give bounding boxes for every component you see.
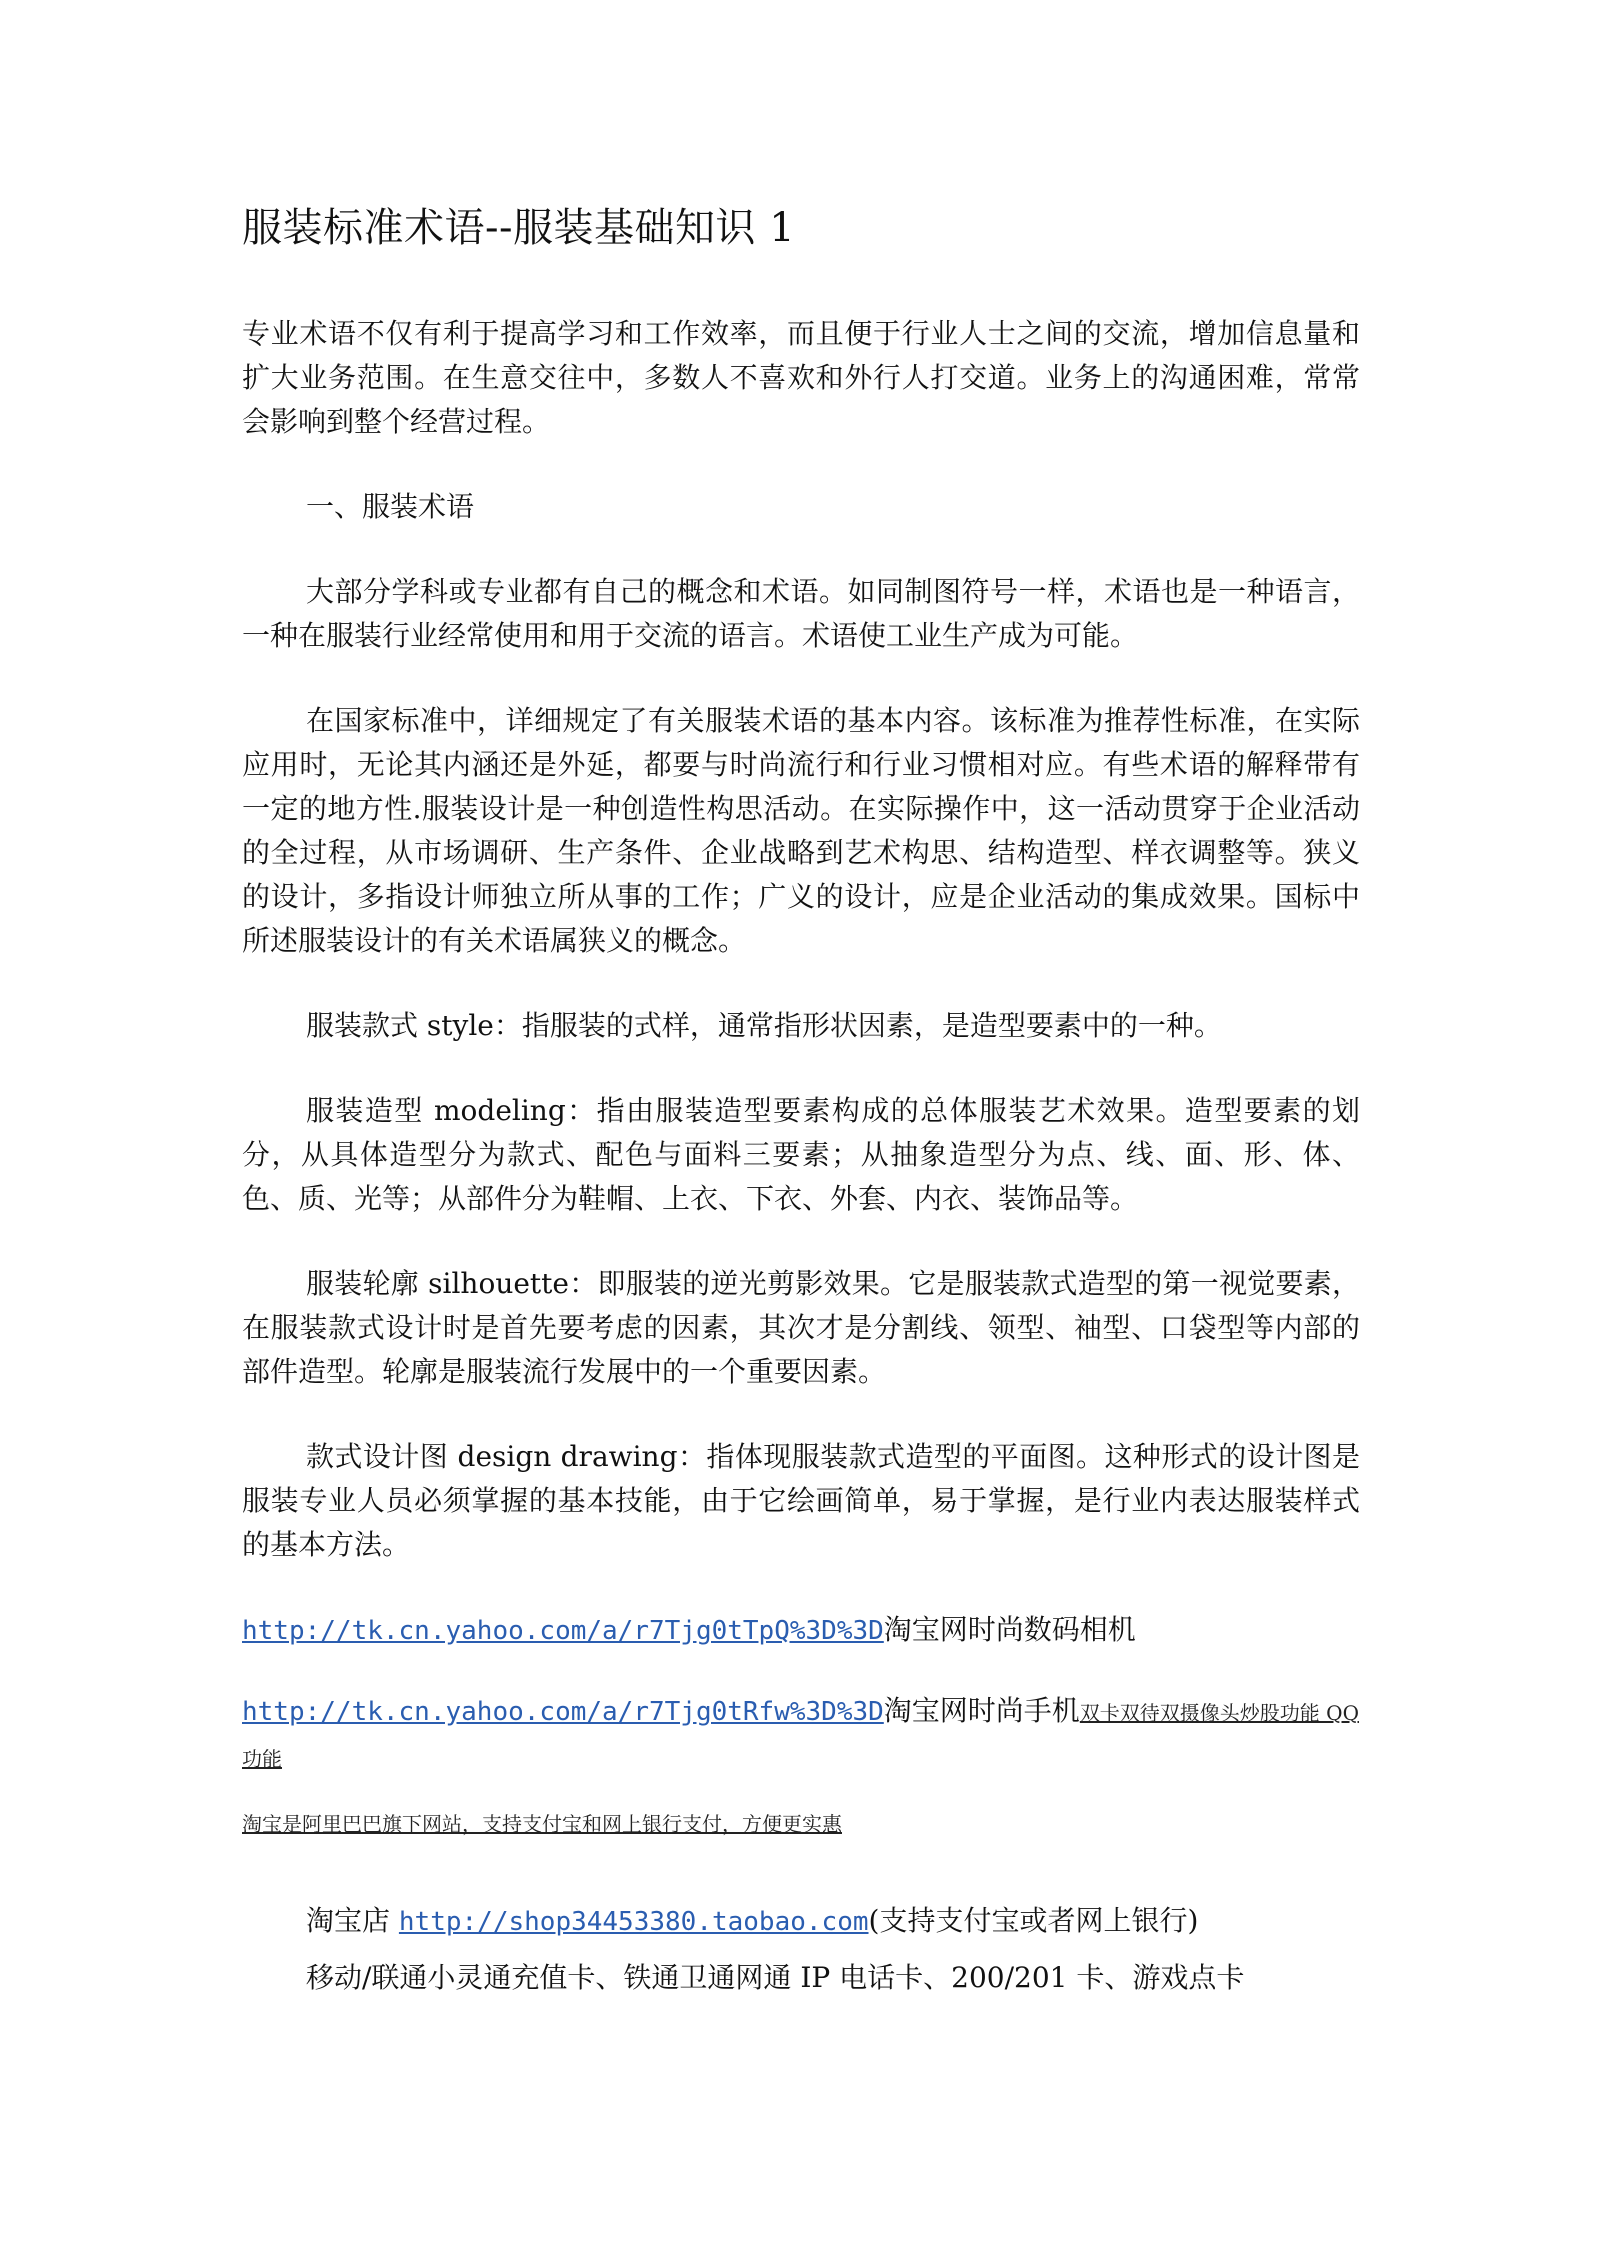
body-paragraph-2: 在国家标准中，详细规定了有关服装术语的基本内容。该标准为推荐性标准，在实际应用时，无论其内涵还是外延，都要与时尚流行和行业习惯相对应。有些术语的解释带有一定的地方性.服装设计是一种创造性构思活动。在实际操作中，这一活动贯穿于企业活动的全过程，从市场调研、生产条件、企业战略到艺术构思、结构造型、样衣调整等。狭义的设计，多指设计师独立所从事的工作；广义的设计，应是企业活动的集成效果。国标中所述服装设计的有关术语属狭义的概念。 bbox=[242, 704, 1360, 957]
shop-line bbox=[242, 1899, 1360, 1944]
modeling-definition: 服装造型 modeling：指由服装造型要素构成的总体服装艺术效果。造型要素的划分，从具体造型分为款式、配色与面料三要素；从抽象造型分为点、线、面、形、体、色、质、光等；从部件分为鞋帽、上衣、下衣、外套、内衣、装饰品等。 bbox=[242, 1094, 1360, 1215]
document-page bbox=[242, 200, 1360, 2012]
phone-link-extra: 双卡双待双摄像头炒股功能 QQ 功能 bbox=[242, 1701, 1359, 1771]
recharge-line: 移动/联通小灵通充值卡、铁通卫通网通 IP 电话卡、200/201 卡、游戏点卡 bbox=[306, 1961, 1245, 1994]
style-definition: 服装款式 style：指服装的式样，通常指形状因素，是造型要素中的一种。 bbox=[306, 1009, 1222, 1042]
taobao-notice: 淘宝是阿里巴巴旗下网站，支持支付宝和网上银行支付，方便更实惠 bbox=[242, 1812, 842, 1836]
body-paragraph-1: 大部分学科或专业都有自己的概念和术语。如同制图符号一样，术语也是一种语言，一种在服装行业经常使用和用于交流的语言。术语使工业生产成为可能。 bbox=[242, 575, 1360, 652]
shop-suffix: (支持支付宝或者网上银行) bbox=[868, 1904, 1199, 1937]
promo-link-camera bbox=[242, 1608, 1360, 1653]
phone-link-label: 淘宝网时尚手机 bbox=[883, 1694, 1080, 1727]
shop-link[interactable]: http://shop34453380.taobao.com bbox=[398, 1907, 869, 1937]
promo-link-phone bbox=[242, 1689, 1360, 1781]
phone-link[interactable]: http://tk.cn.yahoo.com/a/r7Tjg0tRfw%3D%3D bbox=[242, 1697, 884, 1727]
camera-link-label: 淘宝网时尚数码相机 bbox=[883, 1613, 1136, 1646]
camera-link[interactable]: http://tk.cn.yahoo.com/a/r7Tjg0tTpQ%3D%3D bbox=[242, 1616, 884, 1646]
section-heading: 一、服装术语 bbox=[306, 490, 475, 523]
silhouette-definition: 服装轮廓 silhouette：即服装的逆光剪影效果。它是服装款式造型的第一视觉要素，在服装款式设计时是首先要考虑的因素，其次才是分割线、领型、袖型、口袋型等内部的部件造型。轮廓是服装流行发展中的一个重要因素。 bbox=[242, 1267, 1360, 1388]
design-drawing-definition: 款式设计图 design drawing：指体现服装款式造型的平面图。这种形式的设计图是服装专业人员必须掌握的基本技能，由于它绘画简单，易于掌握，是行业内表达服装样式的基本方法。 bbox=[242, 1440, 1360, 1561]
intro-paragraph: 专业术语不仅有利于提高学习和工作效率，而且便于行业人士之间的交流，增加信息量和扩大业务范围。在生意交往中，多数人不喜欢和外行人打交道。业务上的沟通困难，常常会影响到整个经营过程。 bbox=[242, 317, 1360, 438]
shop-prefix: 淘宝店 bbox=[306, 1904, 399, 1937]
document-title: 服装标准术语--服装基础知识 1 bbox=[242, 205, 796, 251]
